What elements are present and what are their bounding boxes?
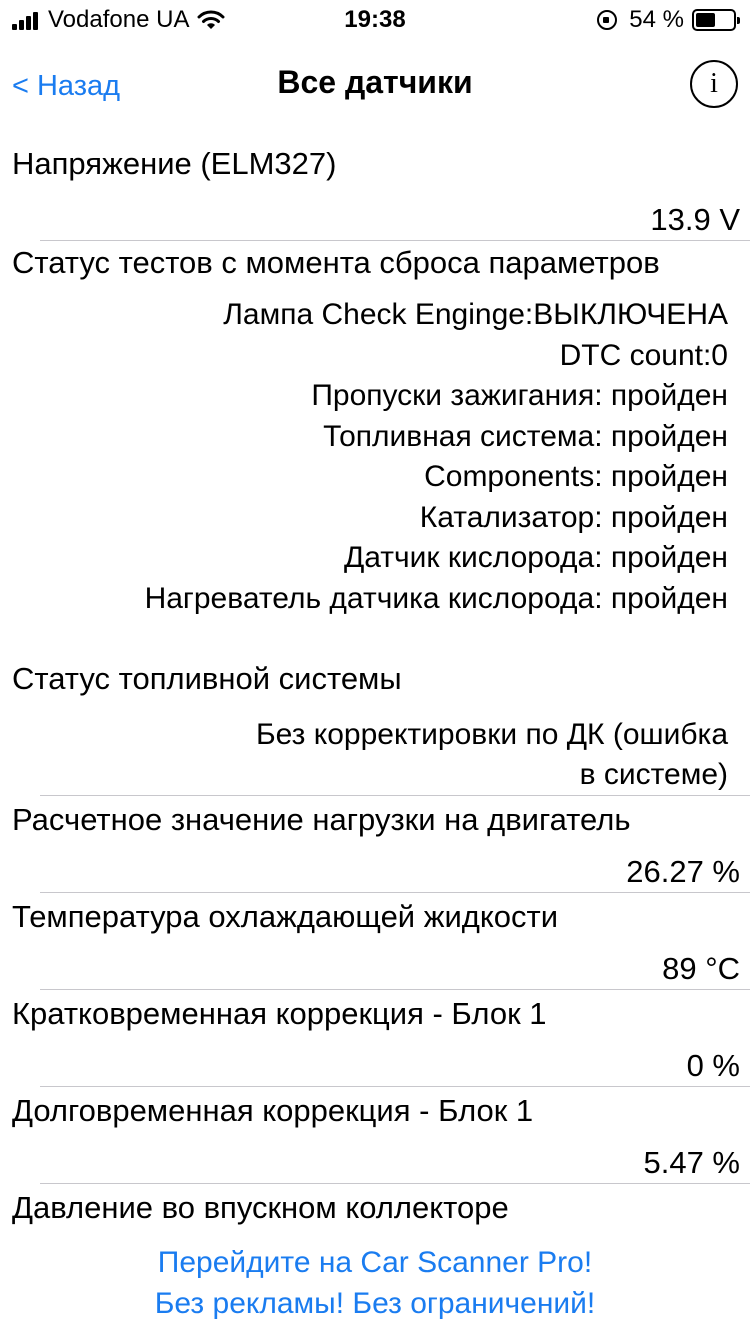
status-line: Катализатор: пройден xyxy=(419,500,728,534)
orientation-lock-icon xyxy=(597,10,617,30)
sensor-title: Температура охлаждающей жидкости xyxy=(12,899,559,934)
carrier-name: Vodafone UA xyxy=(48,6,190,33)
status-right xyxy=(597,6,736,34)
sensor-title: Статус топливной системы xyxy=(12,661,402,696)
value-line: в системе) xyxy=(579,758,728,791)
sensor-title: Долговременная коррекция - Блок 1 xyxy=(12,1093,534,1128)
sensor-row-test-status xyxy=(0,241,750,619)
battery-fill xyxy=(696,13,715,27)
status-line: Нагреватель датчика кислорода: пройден xyxy=(144,581,728,615)
navigation-bar xyxy=(0,48,750,124)
promo-line[interactable]: Перейдите на Car Scanner Pro! xyxy=(157,1246,593,1279)
sensor-title: Расчетное значение нагрузки на двигатель xyxy=(12,802,631,837)
promo-banner[interactable] xyxy=(0,1242,750,1324)
fuel-system-value xyxy=(0,715,750,795)
sensor-row-short-trim xyxy=(0,990,750,1086)
status-line: Лампа Check Enginge:ВЫКЛЮЧЕНА xyxy=(223,298,728,331)
status-time: 19:38 xyxy=(344,6,406,33)
status-bar xyxy=(0,0,750,40)
sensor-row-intake-pressure xyxy=(0,1184,750,1230)
sensor-title: Кратковременная коррекция - Блок 1 xyxy=(12,996,547,1031)
sensor-value: 13.9 V xyxy=(650,202,740,237)
sensor-title: Статус тестов с момента сброса параметров xyxy=(12,245,660,280)
sensor-value: 5.47 % xyxy=(643,1145,740,1180)
status-line: Пропуски зажигания: пройден xyxy=(311,379,728,412)
sensor-value: 89 °C xyxy=(662,951,740,986)
sensor-value: 26.27 % xyxy=(626,854,740,889)
info-button[interactable] xyxy=(690,60,738,108)
page-title: Все датчики xyxy=(277,64,473,100)
battery-icon xyxy=(692,9,736,31)
sensor-list[interactable] xyxy=(0,136,750,1230)
battery-percent: 54 % xyxy=(629,6,684,33)
sensor-title: Давление во впускном коллекторе xyxy=(12,1190,509,1225)
back-button[interactable]: < Назад xyxy=(12,70,121,102)
status-line: Топливная система: пройден xyxy=(323,419,728,453)
sensor-row-engine-load xyxy=(0,796,750,892)
status-line: Датчик кислорода: пройден xyxy=(343,541,728,574)
promo-line[interactable]: Без рекламы! Без ограничений! xyxy=(154,1287,596,1320)
sensor-row-coolant-temp xyxy=(0,893,750,989)
sensor-row-long-trim xyxy=(0,1087,750,1183)
value-line: Без корректировки по ДК (ошибка xyxy=(255,718,728,751)
status-line: Components: пройден xyxy=(424,460,728,493)
status-line: DTC count:0 xyxy=(559,338,728,372)
sensor-row-voltage xyxy=(0,136,750,240)
sensor-row-fuel-system xyxy=(0,657,750,795)
sensor-value: 0 % xyxy=(686,1048,740,1083)
info-icon: i xyxy=(710,68,718,99)
sensor-title: Напряжение (ELM327) xyxy=(12,146,337,181)
test-status-lines xyxy=(0,295,750,619)
